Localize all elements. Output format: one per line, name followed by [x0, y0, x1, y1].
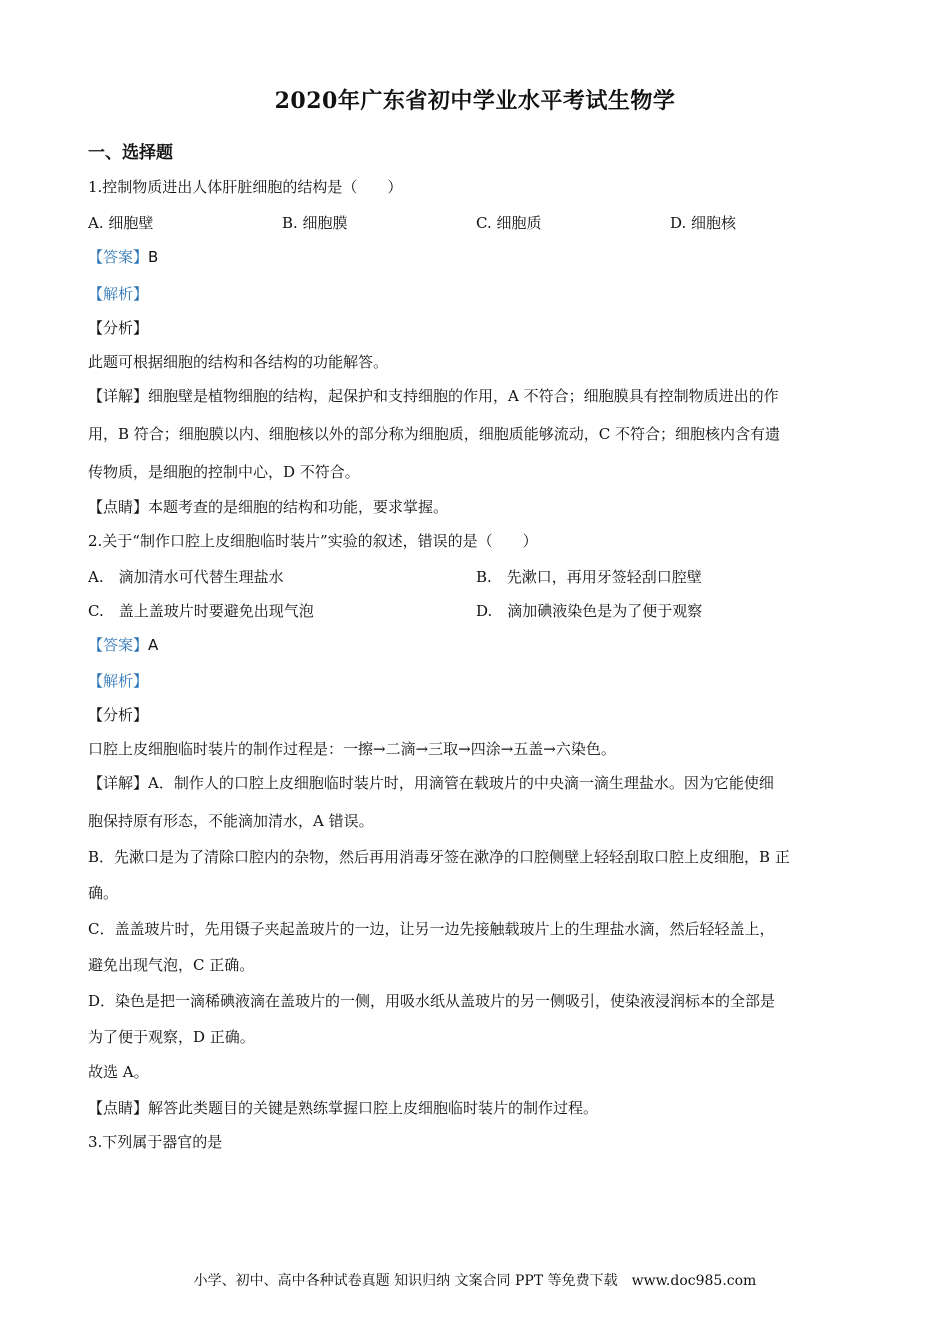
xiangjie-text: A．制作人的口腔上皮细胞临时装片时，用滴管在载玻片的中央滴一滴生理盐水。因为它能使细	[148, 774, 774, 792]
q1-answer	[88, 247, 158, 267]
q1-option-c: C. 细胞质	[476, 214, 542, 232]
page-footer: 小学、初中、高中各种试卷真题 知识归纳 文案合同 PPT 等免费下载 www.doc985.com	[193, 1273, 757, 1289]
q2-option-b: B. 先漱口，再用牙签轻刮口腔壁	[476, 568, 702, 586]
q2-stem: 2.关于“制作口腔上皮细胞临时装片”实验的叙述，错误的是（ ）	[88, 532, 538, 550]
q1-option-b: B. 细胞膜	[282, 214, 348, 232]
q2-conclusion: 故选 A。	[88, 1063, 149, 1081]
q2-fenxi-tag: 【分析】	[88, 706, 149, 724]
q2-dianjing	[88, 1098, 598, 1118]
q2-option-a: A. 滴加清水可代替生理盐水	[88, 568, 284, 586]
dianjing-text: 本题考查的是细胞的结构和功能，要求掌握。	[148, 498, 449, 516]
xiangjie-tag: 【详解】	[88, 387, 149, 405]
q1-fenxi-text: 此题可根据细胞的结构和各结构的功能解答。	[88, 353, 389, 371]
answer-tag: 【答案】	[88, 248, 149, 266]
q3-stem: 3.下列属于器官的是	[88, 1133, 223, 1151]
dianjing-text: 解答此类题目的关键是熟练掌握口腔上皮细胞临时装片的制作过程。	[148, 1099, 599, 1117]
dianjing-tag: 【点睛】	[88, 498, 149, 516]
q2-fenxi-text: 口腔上皮细胞临时装片的制作过程是：一擦→二滴→三取→四涂→五盖→六染色。	[88, 740, 616, 758]
answer-tag: 【答案】	[88, 636, 149, 654]
q1-option-d: D. 细胞核	[670, 214, 737, 232]
q1-xiangjie-line: 用，B 符合；细胞膜以内、细胞核以外的部分称为细胞质，细胞质能够流动，C 不符合；细胞核内含有遗	[88, 425, 781, 443]
q1-jiexi-tag: 【解析】	[88, 285, 149, 303]
q1-option-a: A. 细胞壁	[88, 214, 154, 232]
xiangjie-tag: 【详解】	[88, 774, 149, 792]
q2-xiangjie-line	[88, 773, 774, 793]
q2-xiangjie-line: 为了便于观察，D 正确。	[88, 1028, 255, 1046]
page-title: 2020年广东省初中学业水平考试生物学	[274, 88, 676, 114]
xiangjie-text: 细胞壁是植物细胞的结构，起保护和支持细胞的作用，A 不符合；细胞膜具有控制物质进出的作	[148, 387, 779, 405]
answer-value: B	[148, 248, 159, 266]
q1-dianjing	[88, 497, 448, 517]
q1-xiangjie-line	[88, 386, 779, 406]
q2-xiangjie-line: 胞保持原有形态，不能滴加清水，A 错误。	[88, 812, 374, 830]
q2-answer	[88, 635, 158, 655]
dianjing-tag: 【点睛】	[88, 1099, 149, 1117]
q2-xiangjie-line: D．染色是把一滴稀碘液滴在盖玻片的一侧，用吸水纸从盖玻片的另一侧吸引，使染液浸润标本的全部是	[88, 992, 776, 1010]
q2-option-c: C. 盖上盖玻片时要避免出现气泡	[88, 602, 314, 620]
answer-value: A	[148, 636, 159, 654]
q1-stem: 1.控制物质进出人体肝脏细胞的结构是（ ）	[88, 178, 403, 196]
q1-fenxi-tag: 【分析】	[88, 319, 149, 337]
section-heading: 一、选择题	[88, 143, 173, 163]
q2-option-d: D. 滴加碘液染色是为了便于观察	[476, 602, 703, 620]
q2-xiangjie-line: B．先漱口是为了清除口腔内的杂物，然后再用消毒牙签在漱净的口腔侧壁上轻轻刮取口腔上皮细胞，B 正	[88, 848, 790, 866]
q2-jiexi-tag: 【解析】	[88, 672, 149, 690]
q2-xiangjie-line: C．盖盖玻片时，先用镊子夹起盖玻片的一边，让另一边先接触载玻片上的生理盐水滴，然后轻轻盖上，	[88, 920, 775, 938]
q2-xiangjie-line: 确。	[88, 884, 119, 902]
q2-xiangjie-line: 避免出现气泡，C 正确。	[88, 956, 255, 974]
q1-xiangjie-line: 传物质，是细胞的控制中心，D 不符合。	[88, 463, 360, 481]
